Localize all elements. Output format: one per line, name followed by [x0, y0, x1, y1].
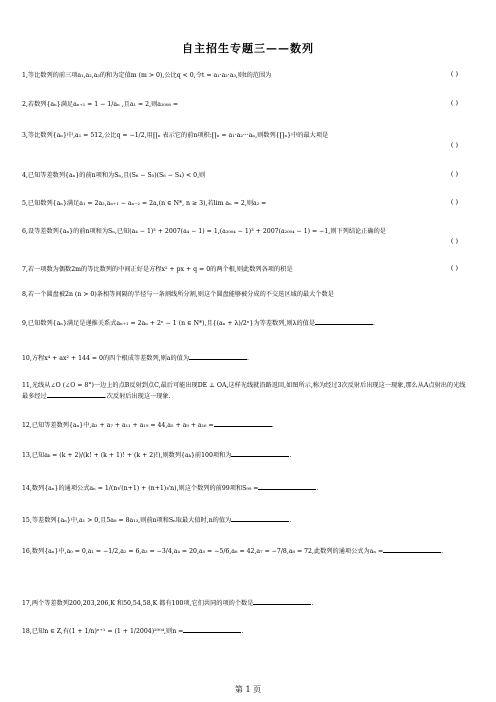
- question-6: [22, 226, 470, 237]
- answer-blank[interactable]: [231, 450, 289, 457]
- question-11: 11,光线从∠O (∠O = 8°)一边上的点B反射到点C,最后可能出现DE ⊥ OA,这样光线就沿路返回,如图所示,称为经过3次反射后出现这一现象,那么从A点射出的光线最多经过 .次反射后出现这一现象.: [22, 382, 466, 400]
- question-17: 17,两个等差数列200,203,206,K 和50,54,58,K 都有100项,它们共同的项的个数是 .: [22, 600, 314, 607]
- answer-blank[interactable]: [253, 598, 311, 605]
- question-text: 11,光线从∠O (∠O = 8°)一边上的点B反射到点C,最后可能出现DE ⊥ OA,这样光线就沿路返回,如图所示,称为经过3次反射后出现这一现象,那么从A点射出的光线最多经过: [22, 382, 466, 400]
- question-14: 14,数列{aₙ}的通项公式aₙ = 1/(n√(n+1) + (n+1)√n),则这个数列的前99项和S₉₉ = .: [22, 485, 319, 492]
- question-text: 12,已知等差数列{aₙ}中,a₃ + a₇ + a₁₁ + a₁₉ = 44,a₅ + a₉ + a₁₆ =: [22, 422, 214, 429]
- answer-paren[interactable]: ( ): [450, 141, 458, 149]
- question-text: 2,若数列{aₙ}满足aₙ₊₁ = 1 − 1/aₙ ,且a₁ = 2,则a₂₀₀₈ =: [22, 101, 179, 108]
- question-text: 9,已知数列{aₙ}满足是递推关系式aₙ₊₁ = 2aₙ + 2ⁿ − 1 (n ∈ N*),且{(aₙ + λ)/2ⁿ}为等差数列,则λ的值是: [22, 320, 316, 327]
- question-text: 5,已知数列{aₙ}满足a₁ = 2a₂,aₙ₊₁ − aₙ₋₂ = 2a,(n ∈ N*, n ≥ 3),若lim aₙ = 2,则a₂ =: [22, 200, 267, 207]
- question-3: [22, 130, 470, 141]
- answer-blank[interactable]: [315, 318, 373, 325]
- answer-paren[interactable]: ( ): [450, 170, 458, 178]
- question-text: 13,已知aₖ = (k + 2)/(k! + (k + 1)! + (k + 2)!),则数列{aₖ}前100项和为: [22, 452, 232, 459]
- question-tail-text: 次反射后出现这一现象.: [106, 393, 171, 400]
- answer-paren[interactable]: ( ): [450, 99, 458, 107]
- page-number: 第 1 页: [234, 685, 262, 694]
- question-4: [22, 170, 470, 181]
- question-8: [22, 289, 470, 300]
- answer-paren[interactable]: ( ): [450, 198, 458, 206]
- answer-blank[interactable]: [183, 626, 241, 633]
- answer-blank[interactable]: [231, 515, 289, 522]
- answer-blank[interactable]: [47, 391, 105, 398]
- answer-blank[interactable]: [189, 353, 247, 360]
- answer-blank[interactable]: [383, 546, 441, 553]
- question-5: [22, 198, 470, 209]
- question-2: [22, 99, 470, 110]
- answer-paren[interactable]: ( ): [450, 237, 458, 245]
- question-text: 15,等差数列{aₙ}中,a₁ > 0,且5a₈ = 8a₁₃,则前n项和Sₙ取最大值时,n的值为: [22, 517, 232, 524]
- question-text: 10,方程x⁴ + ax² + 144 = 0的四个根成等差数列,则a的值为: [22, 355, 190, 362]
- question-10: 10,方程x⁴ + ax² + 144 = 0的四个根成等差数列,则a的值为 .: [22, 355, 250, 362]
- question-text: 17,两个等差数列200,203,206,K 和50,54,58,K 都有100项,它们共同的项的个数是: [22, 600, 254, 607]
- question-1: [22, 70, 470, 81]
- question-text: 1,等比数列的前三项a₁,a₂,a₃的和为定值m (m > 0),公比q < 0,令t = a₁·a₂·a₃,则t的范围为: [22, 72, 272, 79]
- question-text: 8,若一个圆盘被2n (n > 0)条相等间隔的半径与一条割线所分割,则这个圆盘能够被分成的不交迭区域的最大个数是: [22, 291, 334, 298]
- question-12: 12,已知等差数列{aₙ}中,a₃ + a₇ + a₁₁ + a₁₉ = 44,a₅ + a₉ + a₁₆ = .: [22, 422, 274, 429]
- answer-blank[interactable]: [258, 483, 316, 490]
- answer-paren[interactable]: ( ): [450, 264, 458, 272]
- question-text: 4,已知等差数列{aₙ}的前n项和为Sₙ,且(S₆ − S₅)(S₆ − S₄) < 0,则: [22, 172, 206, 179]
- question-text: 3,等比数列{aₙ}中,a₁ = 512,公比q = −1/2,用∏ₙ 表示它的前n项积:∏ₙ = a₁·a₂···aₙ,则数列{∏ₙ}中的最大项是: [22, 132, 329, 139]
- question-13: 13,已知aₖ = (k + 2)/(k! + (k + 1)! + (k + 2)!),则数列{aₖ}前100项和为 .: [22, 452, 292, 459]
- page-title: 自主招生专题三——数列: [182, 42, 314, 55]
- answer-paren[interactable]: ( ): [450, 70, 458, 78]
- question-text: 14,数列{aₙ}的通项公式aₙ = 1/(n√(n+1) + (n+1)√n),则这个数列的前99项和S₉₉ =: [22, 485, 259, 492]
- question-9: 9,已知数列{aₙ}满足是递推关系式aₙ₊₁ = 2aₙ + 2ⁿ − 1 (n ∈ N*),且{(aₙ + λ)/2ⁿ}为等差数列,则λ的值是 .: [22, 320, 376, 327]
- question-text: 16,数列{aₙ}中,a₀ = 0,a₁ = −1/2,a₂ = 6,a₃ = −3/4,a₄ = 20,a₅ = −5/6,a₆ = 42,a₇ = −7/8,a₈ = 72,此数列的通项公式为aₙ =: [22, 548, 384, 555]
- answer-blank[interactable]: [214, 420, 272, 427]
- question-16: 16,数列{aₙ}中,a₀ = 0,a₁ = −1/2,a₂ = 6,a₃ = −3/4,a₄ = 20,a₅ = −5/6,a₆ = 42,a₇ = −7/8,a₈ = 72,此数列的通项公式为aₙ = .: [22, 548, 444, 555]
- question-text: 7,若一项数为偶数2m的等比数列的中间正好是方程x² + px + q = 0的两个根,则此数列各项的积是: [22, 266, 293, 273]
- question-15: 15,等差数列{aₙ}中,a₁ > 0,且5a₈ = 8a₁₃,则前n项和Sₙ取最大值时,n的值为 .: [22, 517, 292, 524]
- question-18: 18,已知n ∈ Z,有(1 + 1/n)ⁿ⁺¹ = (1 + 1/2004)²⁰⁰⁴,则n = .: [22, 628, 244, 635]
- question-text: 18,已知n ∈ Z,有(1 + 1/n)ⁿ⁺¹ = (1 + 1/2004)²⁰⁰⁴,则n =: [22, 628, 184, 635]
- question-text: 6,设等差数列{aₙ}的前n项和为Sₙ,已知(a₄ − 1)³ + 2007(a₄ − 1) = 1,(a₂₀₀₄ − 1)³ + 2007(a₂₀₀₄ − 1) = −1,则下列结论正确的是: [22, 228, 386, 235]
- question-7: [22, 264, 470, 275]
